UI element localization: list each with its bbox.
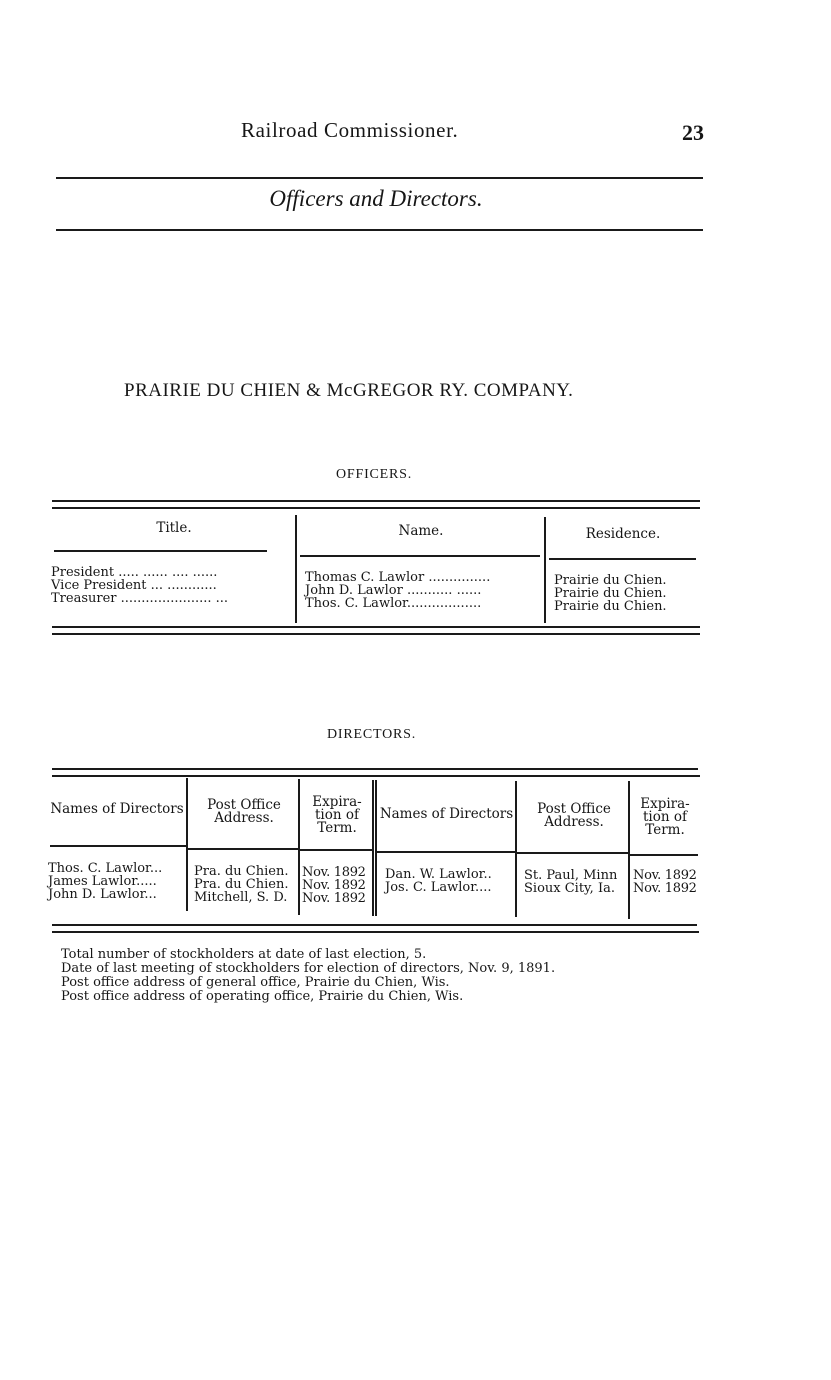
- table-cell: Nov. 1892: [302, 878, 366, 893]
- directors-header-names-left: Names of Directors: [50, 801, 184, 817]
- table-cell: James Lawlor.....: [48, 874, 157, 889]
- officers-title-column: [51, 566, 228, 605]
- officers-header-name: Name.: [398, 523, 444, 539]
- table-cell: Pra. du Chien.: [194, 877, 289, 892]
- page-number: 23: [682, 120, 704, 145]
- officers-top-rule: [52, 500, 700, 502]
- table-cell: Dan. W. Lawlor..: [385, 867, 492, 882]
- directors-left-names: [48, 862, 162, 901]
- directors-col-divider-4: [375, 780, 377, 916]
- officers-col-divider-2: [544, 517, 546, 623]
- table-cell: Treasurer ...................... ...: [51, 591, 229, 606]
- table-cell: Thos. C. Lawlor..................: [305, 596, 482, 611]
- directors-header-rule-2: [188, 848, 298, 850]
- officers-header-residence: Residence.: [585, 526, 661, 542]
- officers-header-rule-2: [300, 555, 540, 557]
- officers-top-rule-2: [52, 507, 700, 509]
- table-cell: Nov. 1892: [302, 891, 366, 906]
- directors-top-rule-2: [52, 775, 700, 777]
- officers-header-title: Title.: [156, 520, 192, 536]
- officers-header-rule-3: [549, 558, 696, 560]
- table-cell: Nov. 1892: [633, 881, 697, 896]
- table-cell: Sioux City, Ia.: [524, 881, 615, 896]
- directors-header-rule-5: [517, 852, 628, 854]
- note-line: Total number of stockholders at date of last election, 5.: [61, 947, 427, 962]
- table-cell: Thos. C. Lawlor...: [48, 861, 163, 876]
- officers-header-rule-1: [54, 550, 267, 552]
- directors-bottom-rule-2: [52, 931, 699, 933]
- officers-name-column: [305, 571, 490, 610]
- directors-left-terms: [302, 866, 366, 905]
- stockholder-notes: [61, 948, 555, 1004]
- directors-header-names-right: Names of Directors: [379, 806, 514, 822]
- directors-caption: DIRECTORS.: [327, 727, 417, 742]
- directors-header-address-left: Post Office Address.: [207, 797, 281, 826]
- section-title: Officers and Directors.: [269, 186, 483, 211]
- header-rule-top: [56, 177, 703, 179]
- note-line: Post office address of operating office, Prairie du Chien, Wis.: [61, 989, 464, 1004]
- directors-header-expiration-left: Expira- tion of Term.: [312, 794, 362, 836]
- directors-col-divider-6: [628, 781, 630, 919]
- directors-col-divider-3: [372, 780, 374, 916]
- table-cell: Prairie du Chien.: [554, 573, 667, 588]
- directors-top-rule: [52, 768, 698, 770]
- table-cell: Thomas C. Lawlor ...............: [305, 570, 491, 585]
- table-cell: President ..... ...... .... ......: [51, 565, 218, 580]
- directors-left-addresses: [194, 865, 288, 904]
- table-cell: Prairie du Chien.: [554, 586, 667, 601]
- directors-bottom-rule: [52, 924, 697, 926]
- table-cell: Pra. du Chien.: [194, 864, 289, 879]
- note-line: Date of last meeting of stockholders for election of directors, Nov. 9, 1891.: [61, 961, 556, 976]
- directors-right-terms: [633, 869, 697, 895]
- header-rule-bottom: [56, 229, 703, 231]
- table-cell: St. Paul, Minn: [524, 868, 618, 883]
- table-cell: Prairie du Chien.: [554, 599, 667, 614]
- directors-header-expiration-right: Expira- tion of Term.: [640, 796, 690, 838]
- officers-residence-column: [554, 574, 667, 613]
- directors-col-divider-1: [186, 778, 188, 911]
- company-heading: PRAIRIE DU CHIEN & McGREGOR RY. COMPANY.: [124, 380, 574, 401]
- table-cell: Nov. 1892: [302, 865, 366, 880]
- directors-header-address-right: Post Office Address.: [537, 801, 611, 830]
- note-line: Post office address of general office, Prairie du Chien, Wis.: [61, 975, 450, 990]
- directors-header-rule-6: [630, 854, 698, 856]
- officers-bottom-rule: [52, 626, 700, 628]
- table-cell: Vice President ... ............: [51, 578, 217, 593]
- directors-right-addresses: [524, 869, 617, 895]
- running-title: Railroad Commissioner.: [241, 118, 459, 142]
- table-cell: Nov. 1892: [633, 868, 697, 883]
- officers-col-divider-1: [295, 515, 297, 623]
- table-cell: Mitchell, S. D.: [194, 890, 288, 905]
- directors-right-names: [385, 868, 492, 894]
- directors-header-rule-4: [377, 851, 515, 853]
- directors-col-divider-5: [515, 781, 517, 917]
- directors-header-rule-1: [50, 845, 186, 847]
- officers-bottom-rule-2: [52, 633, 700, 635]
- table-cell: Jos. C. Lawlor....: [385, 880, 492, 895]
- directors-col-divider-2: [298, 779, 300, 915]
- officers-caption: OFFICERS.: [336, 467, 413, 482]
- table-cell: John D. Lawlor ........... ......: [305, 583, 482, 598]
- table-cell: John D. Lawlor...: [48, 887, 157, 902]
- directors-header-rule-3: [300, 849, 372, 851]
